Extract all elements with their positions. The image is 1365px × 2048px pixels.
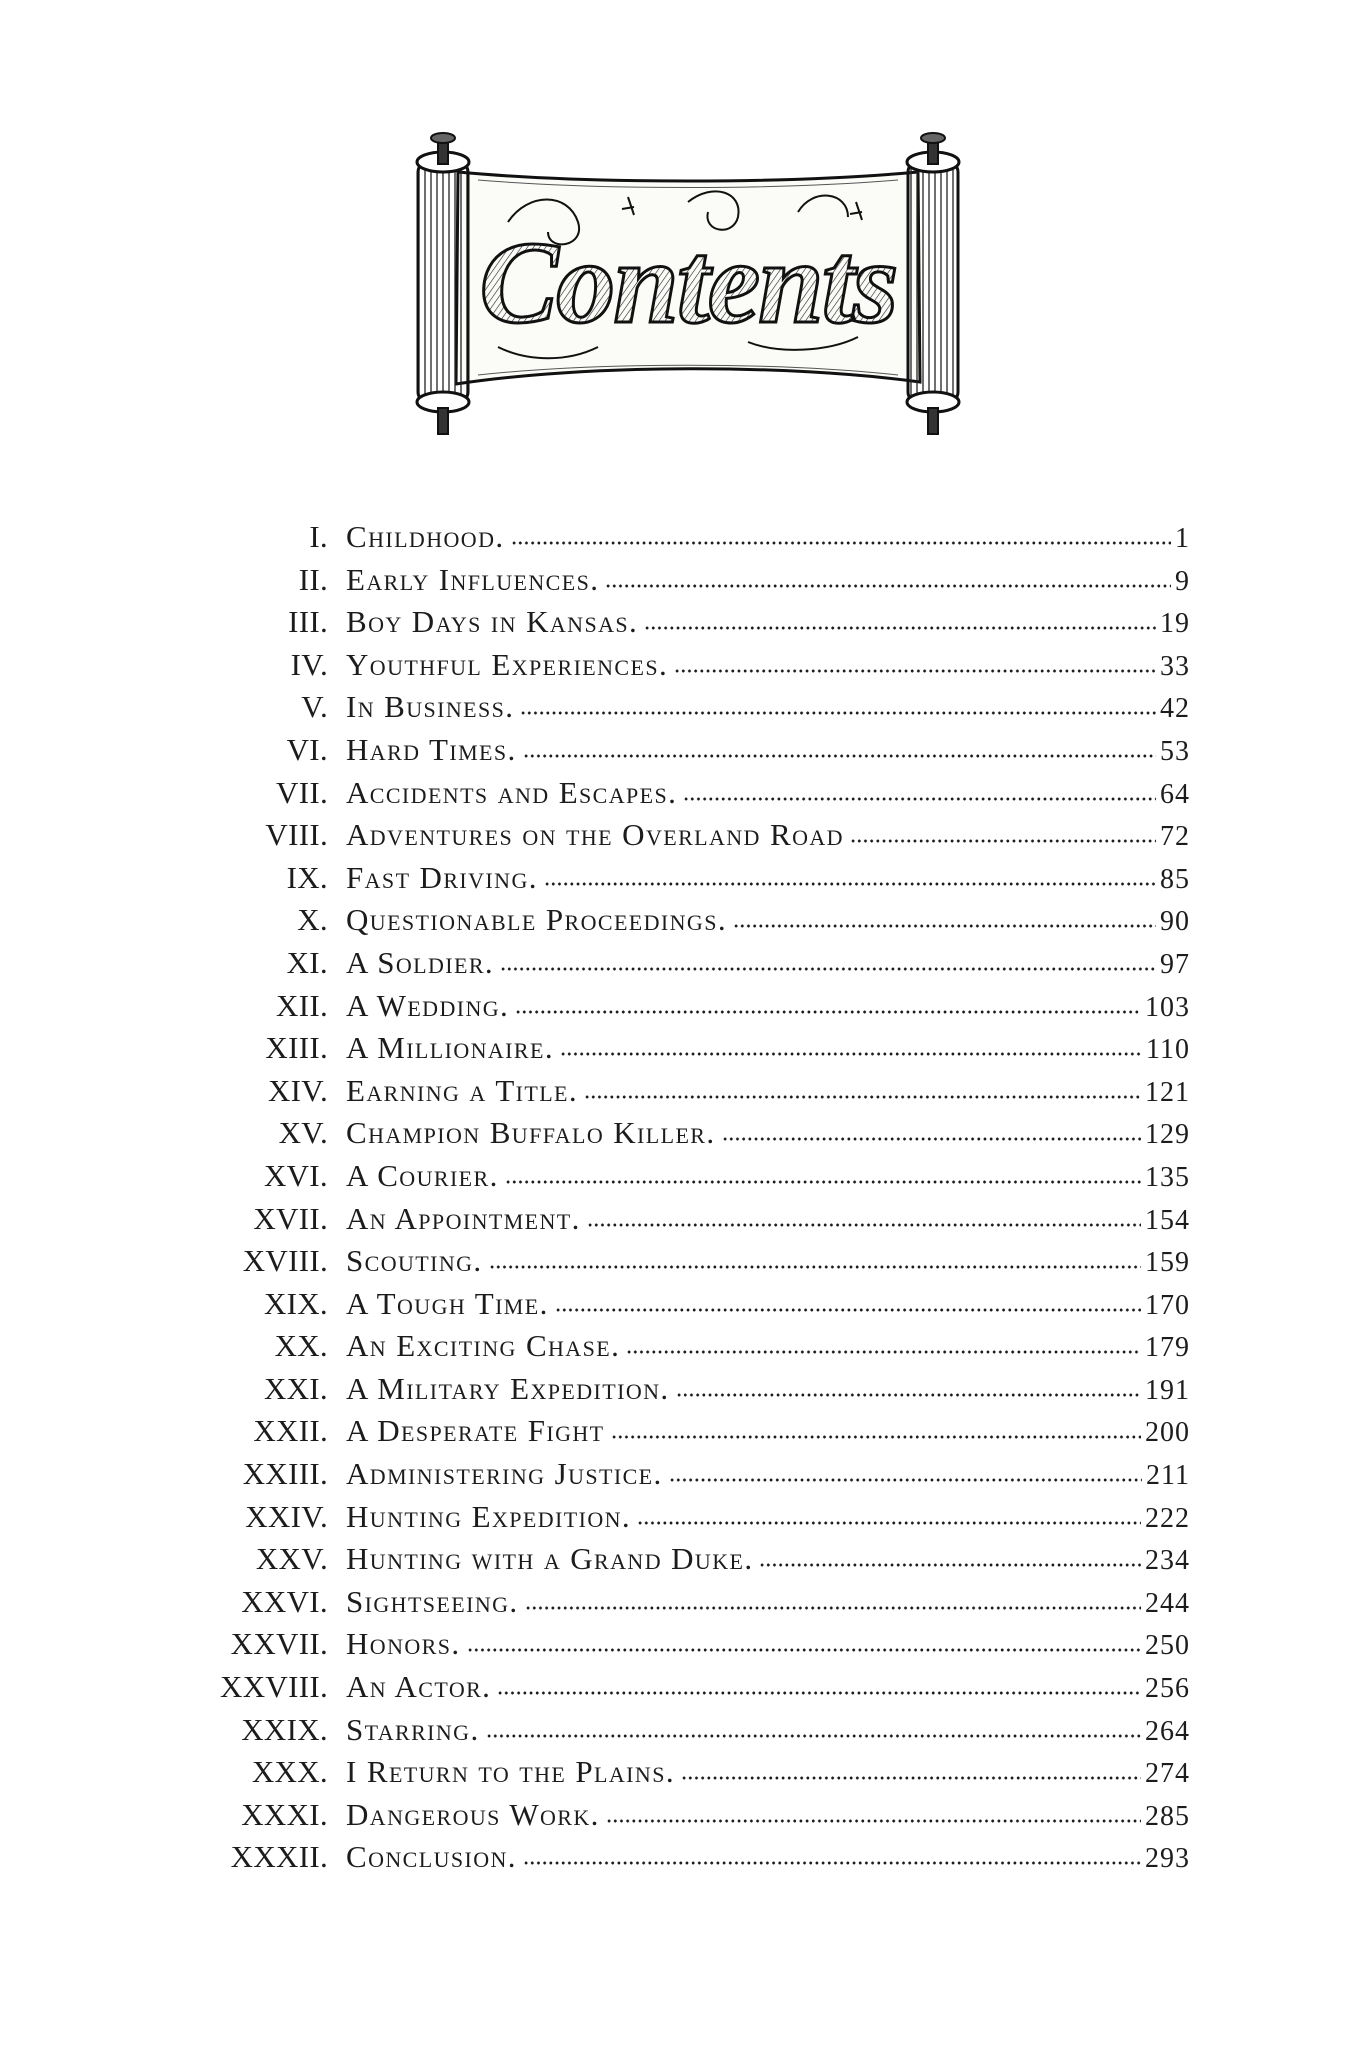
toc-entry[interactable] (180, 1453, 1190, 1496)
dot-leader (497, 1686, 1141, 1696)
chapter-title: Boy Days in Kansas. (346, 604, 639, 640)
chapter-number: XXXI. (241, 1796, 328, 1832)
toc-entry[interactable] (180, 1283, 1190, 1326)
chapter-number: XXI. (263, 1370, 328, 1406)
chapter-number: X. (297, 902, 328, 938)
page-number: 274 (1145, 1758, 1190, 1790)
chapter-number: XII. (276, 987, 328, 1023)
page-number: 191 (1145, 1374, 1190, 1406)
page-number: 121 (1145, 1076, 1190, 1108)
page-number: 103 (1145, 991, 1190, 1023)
toc-entry[interactable] (180, 1751, 1190, 1794)
chapter-title: Champion Buffalo Killer. (346, 1115, 716, 1151)
chapter-number: XXX. (251, 1754, 328, 1790)
page-number: 97 (1160, 948, 1190, 980)
dot-leader (605, 579, 1171, 589)
page-number: 72 (1160, 821, 1190, 853)
page-number: 90 (1160, 906, 1190, 938)
chapter-title: Conclusion. (346, 1839, 517, 1875)
dot-leader (584, 1090, 1141, 1100)
toc-entry[interactable] (180, 1794, 1190, 1837)
page-number: 179 (1145, 1332, 1190, 1364)
page-number: 42 (1160, 693, 1190, 725)
chapter-number: XIX. (263, 1285, 328, 1321)
toc-entry[interactable] (180, 516, 1190, 559)
chapter-number: IV. (290, 646, 328, 682)
chapter-title: Hard Times. (346, 731, 517, 767)
dot-leader (669, 1473, 1142, 1483)
toc-entry[interactable] (180, 1112, 1190, 1155)
chapter-title: Fast Driving. (346, 859, 538, 895)
contents-scroll-ornament (388, 132, 988, 452)
chapter-title: A Tough Time. (346, 1285, 549, 1321)
chapter-title: Earning a Title. (346, 1072, 579, 1108)
toc-entry[interactable] (180, 857, 1190, 900)
toc-entry[interactable] (180, 1496, 1190, 1539)
dot-leader (850, 834, 1156, 844)
chapter-number: XX. (274, 1328, 328, 1364)
toc-entry[interactable] (180, 1368, 1190, 1411)
page-number: 135 (1145, 1161, 1190, 1193)
dot-leader (759, 1558, 1141, 1568)
chapter-title: An Actor. (346, 1669, 492, 1705)
page-number: 64 (1160, 778, 1190, 810)
chapter-title: A Wedding. (346, 987, 510, 1023)
page-number: 222 (1145, 1502, 1190, 1534)
dot-leader (676, 1388, 1141, 1398)
dot-leader (523, 749, 1156, 759)
toc-entry[interactable] (180, 1623, 1190, 1666)
chapter-number: V. (301, 689, 328, 725)
page-number: 170 (1145, 1289, 1190, 1321)
chapter-title: Adventures on the Overland Road (346, 817, 844, 853)
toc-entry[interactable] (180, 601, 1190, 644)
chapter-title: Honors. (346, 1626, 461, 1662)
chapter-number: XXVII. (230, 1626, 328, 1662)
page-number: 19 (1160, 608, 1190, 640)
toc-entry[interactable] (180, 1070, 1190, 1113)
page-number: 154 (1145, 1204, 1190, 1236)
dot-leader (560, 1047, 1142, 1057)
chapter-title: Sightseeing. (346, 1583, 519, 1619)
chapter-title: Youthful Experiences. (346, 646, 669, 682)
chapter-number: XVI. (263, 1157, 328, 1193)
chapter-number: XIV. (267, 1072, 328, 1108)
chapter-title: Hunting with a Grand Duke. (346, 1541, 754, 1577)
page-number: 110 (1146, 1034, 1190, 1066)
toc-entry[interactable] (180, 899, 1190, 942)
dot-leader (611, 1430, 1142, 1440)
chapter-number: XV. (278, 1115, 328, 1151)
chapter-title: Accidents and Escapes. (346, 774, 678, 810)
chapter-number: XIII. (265, 1030, 328, 1066)
dot-leader (681, 1771, 1141, 1781)
chapter-title: A Soldier. (346, 944, 495, 980)
toc-entry[interactable] (180, 1027, 1190, 1070)
dot-leader (544, 877, 1156, 887)
toc-entry[interactable] (180, 1240, 1190, 1283)
dot-leader (674, 664, 1156, 674)
page-number: 200 (1145, 1417, 1190, 1449)
chapter-title: In Business. (346, 689, 515, 725)
chapter-number: XXII. (253, 1413, 328, 1449)
dot-leader (489, 1260, 1141, 1270)
dot-leader (500, 962, 1156, 972)
chapter-number: III. (288, 604, 328, 640)
page-number: 264 (1145, 1715, 1190, 1747)
dot-leader (626, 1345, 1141, 1355)
toc-entry[interactable] (180, 1198, 1190, 1241)
chapter-number: XXV. (255, 1541, 328, 1577)
chapter-number: XXXII. (230, 1839, 328, 1875)
toc-entry[interactable] (180, 1325, 1190, 1368)
chapter-number: XXVI. (241, 1583, 328, 1619)
table-of-contents (180, 516, 1190, 1879)
dot-leader (520, 706, 1156, 716)
dot-leader (733, 919, 1156, 929)
page-number: 33 (1160, 650, 1190, 682)
page-number: 129 (1145, 1119, 1190, 1151)
chapter-number: XXIX. (241, 1711, 328, 1747)
dot-leader (486, 1729, 1141, 1739)
dot-leader (644, 621, 1156, 631)
page-number: 9 (1175, 565, 1190, 597)
toc-entry[interactable] (180, 1709, 1190, 1752)
chapter-title: Administering Justice. (346, 1456, 663, 1492)
chapter-title: Childhood. (346, 519, 505, 554)
page-number: 244 (1145, 1587, 1190, 1619)
dot-leader (587, 1218, 1141, 1228)
chapter-number: XI. (286, 944, 328, 980)
chapter-title: Scouting. (346, 1243, 483, 1279)
dot-leader (515, 1005, 1141, 1015)
dot-leader (467, 1643, 1141, 1653)
chapter-number: I. (309, 519, 328, 554)
scroll-illustration-icon (388, 132, 988, 452)
toc-entry[interactable] (180, 1410, 1190, 1453)
page-number: 211 (1146, 1460, 1190, 1492)
chapter-number: XVIII. (242, 1243, 328, 1279)
toc-entry[interactable] (180, 644, 1190, 687)
dot-leader (523, 1856, 1141, 1866)
dot-leader (637, 1516, 1141, 1526)
chapter-number: II. (298, 561, 328, 597)
chapter-title: I Return to the Plains. (346, 1754, 675, 1790)
toc-entry[interactable] (180, 559, 1190, 602)
chapter-title: Starring. (346, 1711, 480, 1747)
chapter-title: A Courier. (346, 1157, 499, 1193)
chapter-number: VII. (276, 774, 328, 810)
chapter-title: Dangerous Work. (346, 1796, 600, 1832)
chapter-title: An Appointment. (346, 1200, 581, 1236)
dot-leader (505, 1175, 1141, 1185)
chapter-title: A Desperate Fight (346, 1413, 605, 1449)
chapter-number: XXVIII. (220, 1669, 328, 1705)
dot-leader (683, 792, 1156, 802)
page-number: 85 (1160, 863, 1190, 895)
toc-entry[interactable] (180, 729, 1190, 772)
chapter-title: A Millionaire. (346, 1030, 554, 1066)
chapter-number: XXIV. (245, 1498, 328, 1534)
dot-leader (555, 1303, 1141, 1313)
toc-entry[interactable] (180, 1538, 1190, 1581)
page-number: 1 (1175, 523, 1190, 554)
chapter-number: XXIII. (242, 1456, 328, 1492)
toc-entry[interactable] (180, 814, 1190, 857)
contents-heading: Contents (479, 217, 897, 348)
page-number: 159 (1145, 1247, 1190, 1279)
dot-leader (525, 1601, 1141, 1611)
chapter-number: IX. (286, 859, 328, 895)
toc-entry[interactable] (180, 686, 1190, 729)
toc-entry[interactable] (180, 1155, 1190, 1198)
toc-entry[interactable] (180, 942, 1190, 985)
chapter-title: An Exciting Chase. (346, 1328, 621, 1364)
chapter-number: VI. (286, 731, 328, 767)
toc-entry[interactable] (180, 772, 1190, 815)
dot-leader (511, 536, 1171, 546)
chapter-number: XVII. (253, 1200, 328, 1236)
toc-entry[interactable] (180, 1666, 1190, 1709)
toc-entry[interactable] (180, 1836, 1190, 1879)
chapter-title: Early Influences. (346, 561, 600, 597)
page-number: 285 (1145, 1800, 1190, 1832)
page-number: 256 (1145, 1673, 1190, 1705)
dot-leader (606, 1814, 1141, 1824)
chapter-title: A Military Expedition. (346, 1370, 670, 1406)
chapter-title: Hunting Expedition. (346, 1498, 632, 1534)
chapter-title: Questionable Proceedings. (346, 902, 728, 938)
page-number: 234 (1145, 1545, 1190, 1577)
chapter-number: VIII. (265, 817, 328, 853)
page-number: 250 (1145, 1630, 1190, 1662)
dot-leader (722, 1132, 1141, 1142)
page-number: 53 (1160, 735, 1190, 767)
toc-entry[interactable] (180, 985, 1190, 1028)
page-number: 293 (1145, 1843, 1190, 1875)
toc-entry[interactable] (180, 1581, 1190, 1624)
